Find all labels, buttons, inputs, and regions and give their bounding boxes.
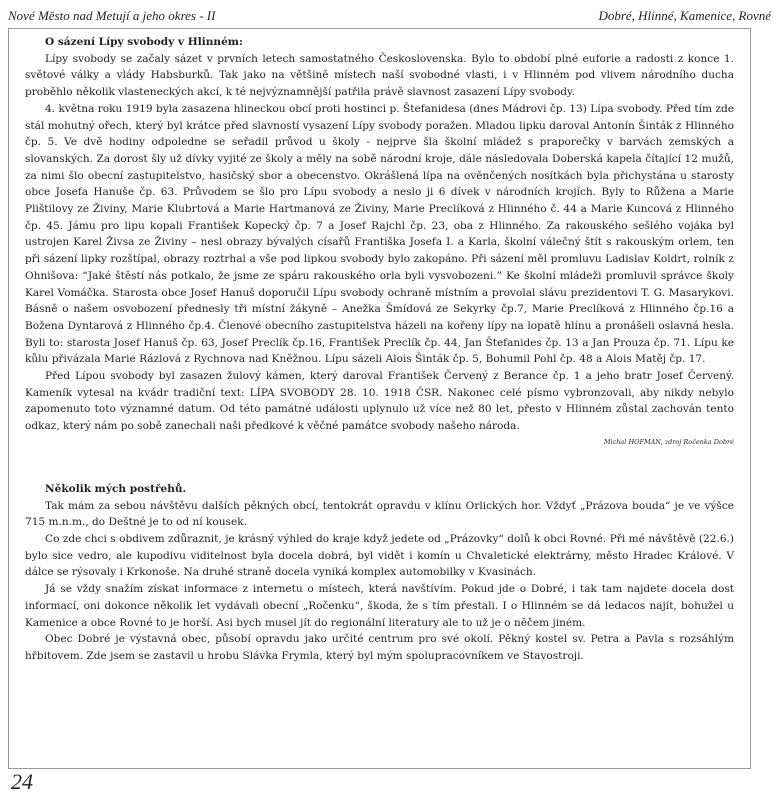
article-observations <box>25 481 734 665</box>
article-body <box>25 34 734 665</box>
paragraph: Lípy svobody se začaly sázet v prvních letech samostatného Československa. Bylo to období plné euforie a radosti z konce 1. světové války a vlády Habsburků. Tak jako na většině místech naší svobodné vlasti, i v Hlinném pod vlivem národního ducha proběhlo několik vlasteneckých akcí, k té nejvýznamnější patřila právě slavnost zasazení Lípy svobody. <box>25 52 734 99</box>
paragraph: Tak mám za sebou návštěvu dalších pěkných obcí, tentokrát opravdu v klínu Orlických hor. Vždyť „Prázova bouda“ je ve výšce 715 m.n.m., do Deštné je to od ní kousek. <box>25 499 734 529</box>
article-title: O sázení Lípy svobody v Hlinném: <box>45 36 243 48</box>
paragraph: Před Lípou svobody byl zasazen žulový kámen, který daroval František Červený z Berance čp. 1 a jeho bratr Josef Červený. Kameník vytesal na kvádr tradiční text: LÍPA SVOBODY 28. 10. 1918 ČSR. Nakonec celé písmo vybronzovali, aby nikdy nebylo zapomenuto toto významné datum. Od této památné události uplynulo už více než 80 let, přesto v Hlinném zůstal zachován tento odkaz, který nám po sobě zanechali naši předkové k věčné památce svobody našeho národa. <box>25 370 734 433</box>
running-header-left: Nové Město nad Metují a jeho okres - II <box>8 8 216 23</box>
article-title: Několik mých postřehů. <box>45 482 187 495</box>
paragraph: Co zde chci s obdivem zdůraznit, je krásný výhled do kraje když jedete od „Prázovky“ dolů k obci Rovné. Při mé návštěvě (22.6.) bylo sice vedro, ale kupodivu viditelnost byla docela dobrá, byl vidět i komín u Chvaletické elektrárny, město Hradec Králové. V dálce se rýsovaly i Krkonoše. Na druhé straně docela vyniká komplex automobilky v Kvasinách. <box>25 532 734 579</box>
article-liberty-tree <box>25 34 734 447</box>
author-credit: Michal HOFMAN, zdroj Ročenka Dobré <box>603 437 734 446</box>
paragraph: 4. května roku 1919 byla zasazena hlineckou obcí proti hostinci p. Štefanidesa (dnes Mádrovi čp. 13) Lípa svobody. Před tím zde stál mohutný ořech, který byl krátce před slavností vysazení Lípy svobody poražen. Mladou lipku daroval Antonín Šinták z Hlinného čp. 5. Ve dvě hodiny odpoledne se seřadil průvod u školy - nejprve šla školní mládež s praporečky v barvách zemských a slovanských. Za dorost šly už dívky vyjité ze školy a měly na sobě národní kroje, dále následovala Doberská kapela čítající 12 mužů, za nimi šlo obecní zastupitelstvo, hasičský sbor a obecenstvo. Okrášlená lípa na ověnčených nosítkách byla přichystána u starosty obce Josefa Hanuše čp. 63. Průvodem se šlo pro Lípu svobody a neslo ji 6 dívek v národních krojích. Byly to Růžena a Marie Plištilovy ze Živiny, Marie Klubrtová a Marie Hartmanová ze Živiny, Marie Preclíková z Hlinného č. 44 a Marie Kuncová z Hlinného čp. 45. Jámu pro lipu kopali František Kopecký čp. 7 a Josef Rajchl čp. 23, oba z Hlinného. Za rakouského sešlého vojáka byl ustrojen Karel Živsa ze Živiny – nesl obrazy bývalých císařů Františka Josefa I. a Karla, školní válečný štít s rakouským orlem, ten při sázení lipky rozštípal, obrazy roztrhal a vše pod lipkou svobody bylo zakopáno. Při sázení měl promluvu Ladislav Koldrt, rolník z Ohnišova: “Jaké štěstí nás potkalo, že jsme ze spáru rakouského orla byli vysvobozeni.” Ke školní mládeži promluvil správce školy Karel Vomáčka. Starosta obce Josef Hanuš doporučil Lípu svobody ochraně místním a provolal slávu prezidentovi T. G. Masarykovi. Básně o našem osvobození přednesly tři místní žákyně – Anežka Šmídová ze Sekyrky čp.7, Marie Preclíková z Hlinného čp.16 a Božena Dyntarová z Hlinného čp.4. Členové obecního zastupitelstva házeli na kořeny lípy na lopatě hlínu a pronášeli oslavná hesla. Byli to: starosta Josef Hanuš čp. 63, Josef Preclík čp.16, František Preclík čp. 44, Jan Štefanides čp. 13 a Jan Prouza čp. 71. Lípu ke kůlu přivázala Marie Rázlová z Rychnova nad Kněžnou. Lípu sázeli Alois Šinták čp. 5, Bohumil Pohl čp. 48 a Alois Matěj čp. 17. <box>25 102 734 366</box>
paragraph: Já se vždy snažím získat informace z internetu o místech, která navštívím. Pokud jde o Dobré, i tak tam najdete docela dost informací, oni dokonce několik let vydávali obecní „Ročenku“, škoda, že s tím přestali. I o Hlinném se dá ledacos najít, bohužel u Kamenice a obce Rovné to je horší. Asi bych musel jít do regionální literatury ale to už je o něčem jiném. <box>25 583 734 629</box>
section-gap <box>25 447 734 481</box>
running-header-right: Dobré, Hlinné, Kamenice, Rovné <box>598 8 771 23</box>
page-number: 24 <box>11 769 33 794</box>
paragraph: Obec Dobré je výstavná obec, působí opravdu jako určité centrum pro své okolí. Pěkný kostel sv. Petra a Pavla s rozsáhlým hřbitovem. Zde jsem se zastavil u hrobu Slávka Frymla, který byl mým spolupracovníkem ve Stavostroji. <box>25 633 734 662</box>
running-header <box>8 8 771 28</box>
